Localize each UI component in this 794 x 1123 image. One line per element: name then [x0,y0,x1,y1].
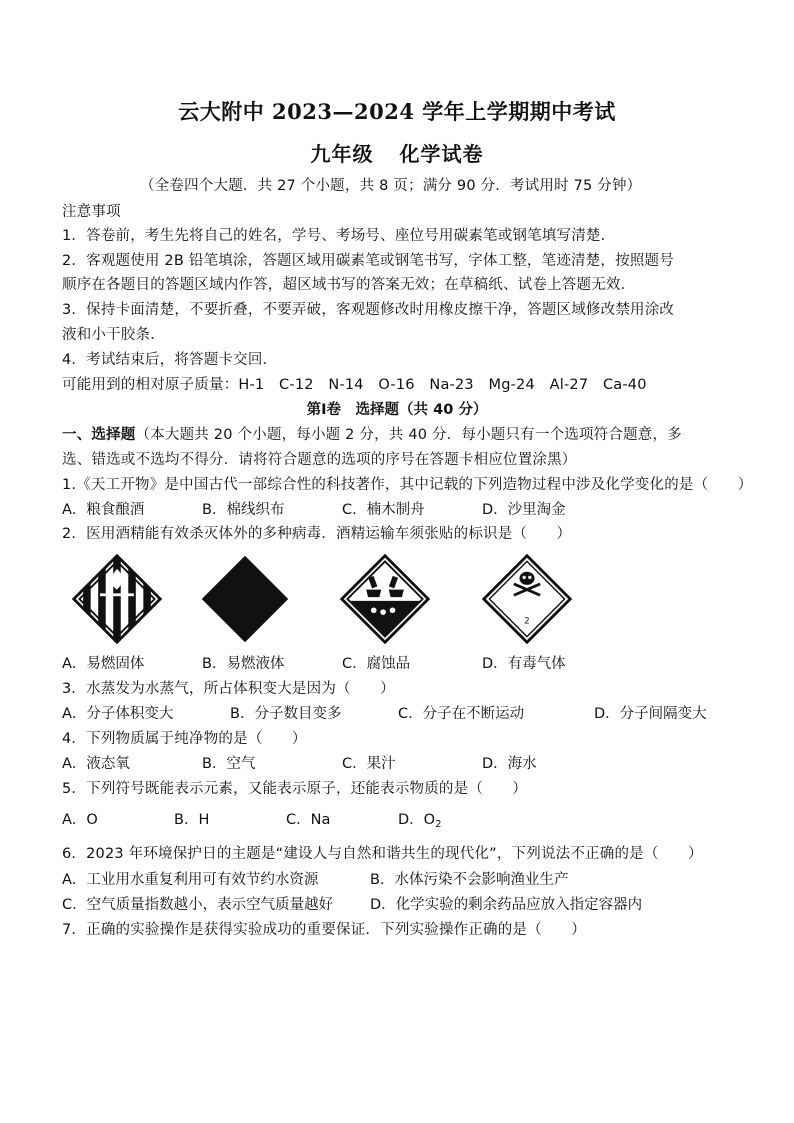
toxic-class-number: 2 [524,615,530,626]
section-intro [62,423,682,444]
option-b[interactable]: B．H [174,812,210,828]
section-intro-line2: 选、错选或不选均不得分．请将符合题意的选项的序号在答题卡相应位置涂黑） [62,452,577,468]
question-stem: 3．水蒸发为水蒸气，所占体积变大是因为（ ） [62,681,395,697]
question-stem: 7．正确的实验操作是获得实验成功的重要保证．下列实验操作正确的是（ ） [62,922,586,938]
option-a[interactable]: A．分子体积变大 [62,706,174,722]
option-d[interactable]: D．化学实验的剩余药品应放入指定容器内 [370,897,643,913]
option-c[interactable]: C．腐蚀品 [342,656,411,672]
option-a[interactable]: A．工业用水重复利用可有效节约水资源 [62,872,319,888]
question-stem: 1.《天工开物》是中国古代一部综合性的科技著作，其中记载的下列造物过程中涉及化学变化的是（ ） [62,477,753,493]
notes-heading: 注意事项 [62,204,121,220]
hazard-signs [0,552,794,642]
question-stem: 2．医用酒精能有效杀灭体外的多种病毒．酒精运输车须张贴的标识是（ ） [62,526,572,542]
exam-subtitle [0,138,794,167]
option-d[interactable]: D．沙里淘金 [482,502,566,518]
note-item: 液和小干胶条． [62,327,165,343]
grade-label: 九年级 [310,142,374,166]
option-d[interactable]: D．有毒气体 [482,656,566,672]
option-a[interactable]: A．易燃固体 [62,656,145,672]
option-b[interactable]: B．易燃液体 [202,656,285,672]
option-a[interactable]: A．O [62,812,98,828]
note-item: 3．保持卡面清楚，不要折叠，不要弄破，客观题修改时用橡皮擦干净，答题区域修改禁用涂改 [62,302,675,318]
exam-title: 云大附中 2023—2024 学年上学期期中考试 [178,99,616,124]
question-stem: 4．下列物质属于纯净物的是（ ） [62,731,307,747]
option-a[interactable]: A．粮食酿酒 [62,502,145,518]
section-heading: 第Ⅰ卷 选择题（共 40 分） [306,402,488,418]
note-item: 1．答卷前，考生先将自己的姓名，学号、考场号、座位号用碳素笔或钢笔填写清楚． [62,228,616,244]
option-d[interactable]: D．海水 [482,756,537,772]
option-a[interactable]: A．液态氧 [62,756,130,772]
option-d[interactable] [398,808,441,830]
subject-label: 化学试卷 [399,142,484,166]
option-c[interactable]: C．空气质量指数越小，表示空气质量越好 [62,897,334,913]
option-c[interactable]: C．分子在不断运动 [398,706,525,722]
section-intro-text: （本大题共 20 个小题，每小题 2 分，共 40 分．每小题只有一个选项符合题意，多 [135,427,682,443]
option-c[interactable]: C．果汁 [342,756,396,772]
option-b[interactable]: B．水体污染不会影响渔业生产 [370,872,569,888]
note-item: 2．客观题使用 2B 铅笔填涂，答题区域用碳素笔或钢笔书写，字体工整，笔迹清楚，按照题号 [62,253,674,269]
option-c[interactable]: C．Na [286,812,331,828]
atomic-masses: 可能用到的相对原子质量：H-1 C-12 N-14 O-16 Na-23 Mg-24 Al-27 Ca-40 [62,377,647,393]
option-b[interactable]: B．棉线织布 [202,502,285,518]
question-stem: 6．2023 年环境保护日的主题是“建设人与自然和谐共生的现代化”，下列说法不正确的是（ ） [62,846,703,862]
option-c[interactable]: C．楠木制舟 [342,502,425,518]
question-stem: 5．下列符号既能表示元素，又能表示原子，还能表示物质的是（ ） [62,781,528,797]
note-item: 4．考试结束后，将答题卡交回． [62,352,278,368]
section-intro-title: 一、选择题 [62,427,136,443]
exam-info: （全卷四个大题．共 27 个小题，共 8 页；满分 90 分．考试用时 75 分钟） [140,178,642,194]
option-b[interactable]: B．空气 [202,756,256,772]
option-b[interactable]: B．分子数目变多 [230,706,342,722]
toxic-gas-sign-icon [480,552,574,646]
option-d[interactable]: D．分子间隔变大 [594,706,707,722]
note-item: 顺序在各题目的答题区域内作答，超区域书写的答案无效；在草稿纸、试卷上答题无效． [62,277,636,293]
flammable-solid-sign-icon [70,552,164,646]
option-d-text: D．O [398,812,436,828]
corrosive-sign-icon [338,552,432,646]
flammable-liquid-sign-icon [198,552,292,646]
option-d-subscript: 2 [435,819,442,830]
